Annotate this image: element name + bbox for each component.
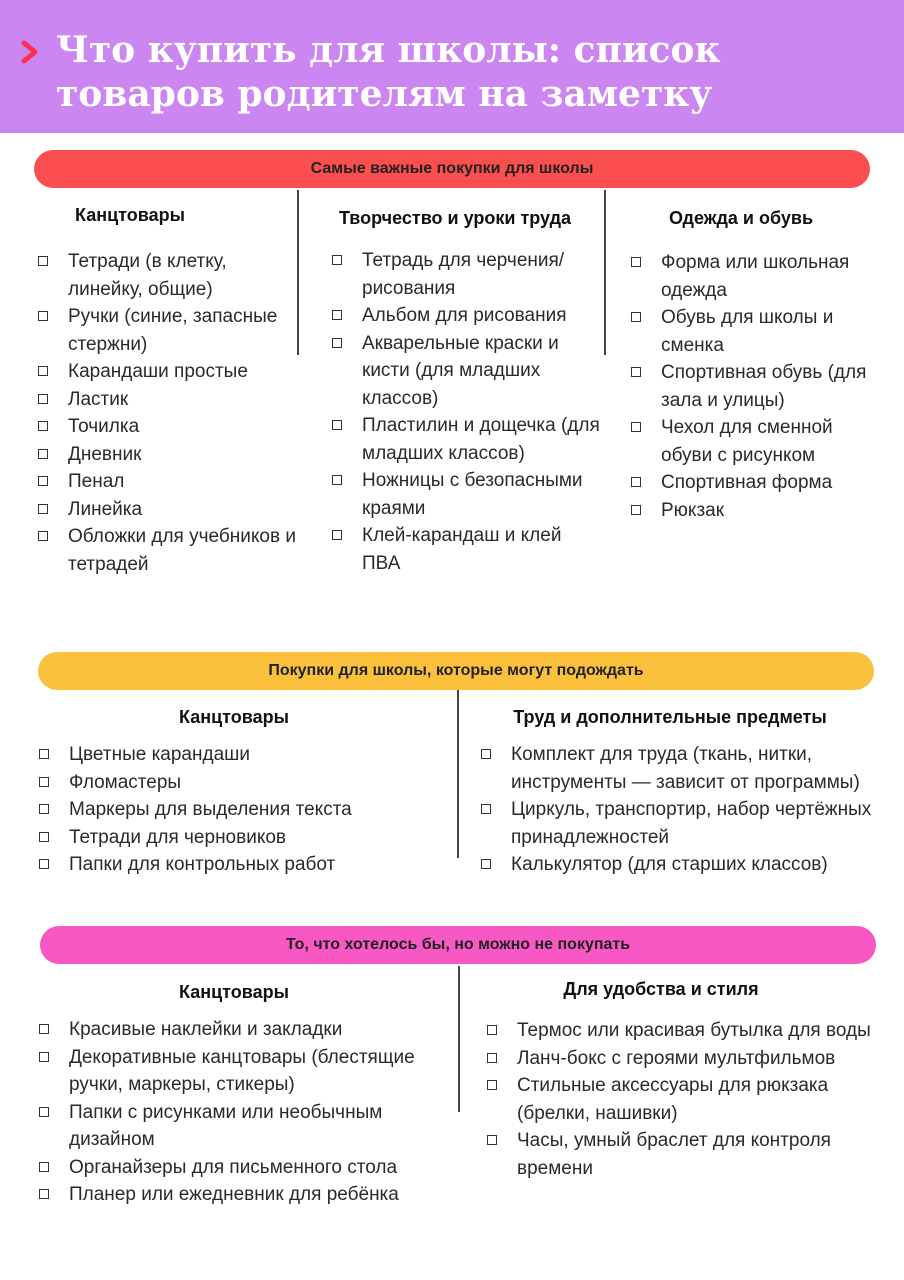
checklist — [487, 1017, 887, 1182]
checklist — [631, 249, 881, 524]
section-pill-label: Самые важные покупки для школы — [310, 160, 594, 177]
list-item — [481, 851, 899, 879]
chevron-right-icon — [18, 40, 42, 64]
list-item-label: Клей-карандаш и клей ПВА — [362, 525, 562, 574]
list-item-label: Термос или красивая бутылка для воды — [517, 1020, 871, 1041]
page-title: Что купить для школы: список товаров родителям на заметку — [56, 29, 721, 115]
checkbox-icon[interactable] — [38, 256, 48, 266]
list-item-label: Дневник — [68, 443, 142, 465]
list-item-label: Тетради (в клетку, линейку, общие) — [68, 251, 227, 300]
list-item — [39, 1016, 449, 1044]
list-item — [38, 496, 300, 524]
column-heading: Канцтовары — [179, 707, 289, 727]
list-item — [631, 249, 881, 304]
list-item-label: Карандаши простые — [68, 361, 248, 382]
checkbox-icon[interactable] — [38, 421, 48, 431]
checkbox-icon[interactable] — [39, 1162, 49, 1172]
column-heading: Для удобства и стиля — [563, 979, 759, 999]
column-divider — [297, 190, 299, 355]
section-pill — [38, 652, 874, 690]
checklist — [332, 247, 604, 577]
list-item-label: Ножницы с безопасными краями — [362, 470, 583, 519]
column-heading: Творчество и уроки труда — [338, 208, 572, 228]
list-item-label: Планер или ежедневник для ребёнка — [69, 1184, 399, 1205]
checkbox-icon[interactable] — [481, 749, 491, 759]
checkbox-icon[interactable] — [332, 310, 342, 320]
checkbox-icon[interactable] — [332, 475, 342, 485]
checkbox-icon[interactable] — [39, 859, 49, 869]
section-pill-label: Покупки для школы, которые могут подождать — [268, 662, 644, 679]
checkbox-icon[interactable] — [39, 1052, 49, 1062]
checkbox-icon[interactable] — [39, 1024, 49, 1034]
list-item — [481, 796, 899, 851]
checkbox-icon[interactable] — [38, 394, 48, 404]
list-item — [487, 1017, 887, 1045]
column-heading: Одежда и обувь — [668, 208, 814, 228]
list-item — [39, 769, 449, 797]
list-item — [39, 796, 449, 824]
list-item — [39, 1044, 449, 1099]
checklist — [481, 741, 899, 879]
list-item — [39, 1154, 449, 1182]
list-item — [332, 522, 604, 577]
checklist — [38, 248, 300, 578]
list-item — [631, 304, 881, 359]
list-item-label: Рюкзак — [661, 499, 725, 521]
column-heading: Труд и дополнительные предметы — [513, 707, 827, 727]
checkbox-icon[interactable] — [631, 257, 641, 267]
list-item — [39, 851, 449, 879]
list-item-label: Часы, умный браслет для контроля времени — [517, 1130, 831, 1179]
list-item-label: Ластик — [68, 388, 129, 410]
list-item — [332, 467, 604, 522]
checkbox-icon[interactable] — [631, 367, 641, 377]
list-item-label: Красивые наклейки и закладки — [69, 1019, 343, 1040]
checkbox-icon[interactable] — [631, 505, 641, 515]
checkbox-icon[interactable] — [631, 312, 641, 322]
list-item — [38, 248, 300, 303]
checkbox-icon[interactable] — [487, 1025, 497, 1035]
list-item — [332, 330, 604, 413]
column-divider — [604, 190, 606, 355]
checkbox-icon[interactable] — [487, 1135, 497, 1145]
checkbox-icon[interactable] — [631, 477, 641, 487]
column-heading: Канцтовары — [179, 982, 289, 1002]
checkbox-icon[interactable] — [38, 531, 48, 541]
list-item-label: Обувь для школы и сменка — [661, 307, 834, 356]
list-item — [332, 247, 604, 302]
checkbox-icon[interactable] — [39, 777, 49, 787]
list-item — [332, 302, 604, 330]
section-pill-label: То, что хотелось бы, но можно не покупать — [285, 936, 631, 953]
column-heading: Канцтовары — [75, 205, 185, 225]
list-item-label: Папки с рисунками или необычным дизайном — [69, 1101, 383, 1150]
list-item — [631, 414, 881, 469]
list-item-label: Альбом для рисования — [362, 305, 567, 326]
checkbox-icon[interactable] — [39, 1189, 49, 1199]
list-item-label: Тетрадь для черчения/ рисования — [362, 250, 565, 299]
list-item — [39, 824, 449, 852]
checklist — [39, 741, 449, 879]
list-item — [481, 741, 899, 796]
page-header — [0, 0, 904, 133]
checkbox-icon[interactable] — [332, 420, 342, 430]
checkbox-icon[interactable] — [39, 1107, 49, 1117]
checkbox-icon[interactable] — [39, 749, 49, 759]
list-item — [631, 469, 881, 497]
checkbox-icon[interactable] — [332, 338, 342, 348]
list-item-label: Линейка — [68, 498, 143, 520]
list-item-label: Ручки (синие, запасные стержни) — [68, 306, 278, 355]
list-item-label: Фломастеры — [69, 771, 182, 793]
checkbox-icon[interactable] — [481, 804, 491, 814]
list-item-label: Акварельные краски и кисти (для младших классов) — [362, 332, 559, 409]
checkbox-icon[interactable] — [487, 1080, 497, 1090]
list-item-label: Декоративные канцтовары (блестящие ручки, маркеры, стикеры) — [69, 1046, 415, 1095]
list-item-label: Ланч-бокс с героями мультфильмов — [517, 1047, 836, 1069]
list-item-label: Маркеры для выделения текста — [69, 799, 352, 820]
checkbox-icon[interactable] — [487, 1053, 497, 1063]
checkbox-icon[interactable] — [631, 422, 641, 432]
list-item — [38, 523, 300, 578]
list-item — [38, 358, 300, 386]
list-item — [38, 441, 300, 469]
list-item-label: Спортивная форма — [661, 472, 833, 493]
list-item — [38, 468, 300, 496]
section-pill — [34, 150, 870, 188]
checkbox-icon[interactable] — [38, 366, 48, 376]
list-item — [39, 741, 449, 769]
list-item — [487, 1045, 887, 1073]
list-item — [38, 386, 300, 414]
list-item-label: Точилка — [68, 416, 140, 437]
checkbox-icon[interactable] — [38, 504, 48, 514]
checkbox-icon[interactable] — [38, 476, 48, 486]
checkbox-icon[interactable] — [39, 832, 49, 842]
list-item — [39, 1181, 449, 1209]
checkbox-icon[interactable] — [332, 530, 342, 540]
list-item-label: Пенал — [68, 471, 125, 492]
checkbox-icon[interactable] — [39, 804, 49, 814]
checklist — [39, 1016, 449, 1209]
column-divider — [457, 690, 459, 858]
list-item-label: Калькулятор (для старших классов) — [511, 854, 828, 875]
checkbox-icon[interactable] — [38, 311, 48, 321]
list-item — [631, 497, 881, 525]
checkbox-icon[interactable] — [332, 255, 342, 265]
checkbox-icon[interactable] — [38, 449, 48, 459]
list-item-label: Форма или школьная одежда — [661, 252, 850, 301]
list-item-label: Циркуль, транспортир, набор чертёжных принадлежностей — [511, 799, 872, 848]
list-item — [38, 413, 300, 441]
list-item-label: Стильные аксессуары для рюкзака (брелки, нашивки) — [517, 1075, 829, 1124]
list-item-label: Цветные карандаши — [69, 744, 251, 765]
list-item-label: Пластилин и дощечка (для младших классов) — [362, 415, 600, 464]
list-item-label: Тетради для черновиков — [69, 826, 287, 848]
list-item-label: Спортивная обувь (для зала и улицы) — [661, 362, 867, 411]
column-divider — [458, 966, 460, 1112]
list-item — [332, 412, 604, 467]
list-item-label: Комплект для труда (ткань, нитки, инструменты — зависит от программы) — [511, 744, 860, 793]
list-item-label: Органайзеры для письменного стола — [69, 1156, 398, 1178]
list-item — [631, 359, 881, 414]
checkbox-icon[interactable] — [481, 859, 491, 869]
list-item — [487, 1127, 887, 1182]
list-item — [487, 1072, 887, 1127]
list-item — [38, 303, 300, 358]
section-pill — [40, 926, 876, 964]
list-item-label: Папки для контрольных работ — [69, 854, 336, 875]
list-item-label: Обложки для учебников и тетрадей — [68, 526, 296, 575]
list-item-label: Чехол для сменной обуви с рисунком — [661, 417, 833, 466]
list-item — [39, 1099, 449, 1154]
